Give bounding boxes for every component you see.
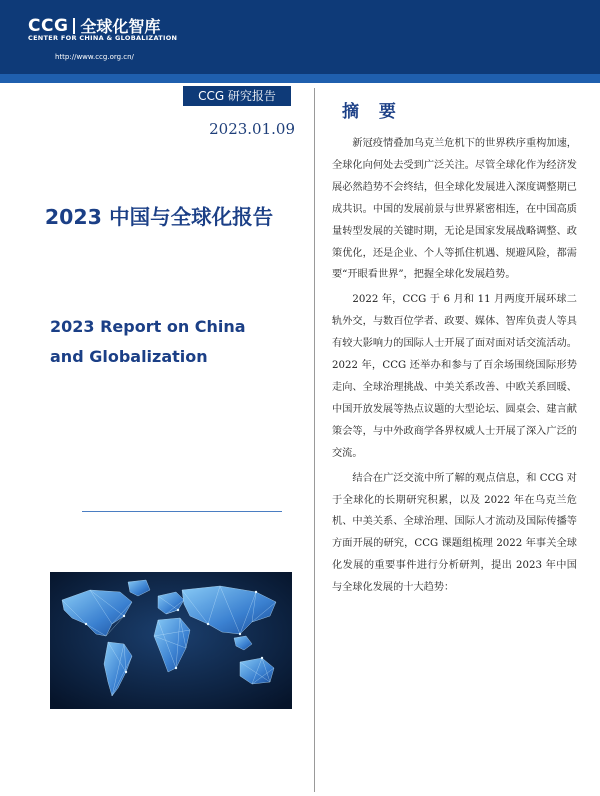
- abstract-heading: 摘 要: [342, 102, 403, 122]
- report-title-cn: 2023 中国与全球化报告: [44, 205, 274, 229]
- report-title-en: [50, 312, 310, 372]
- header-rule: [0, 74, 600, 83]
- column-divider: [314, 88, 315, 792]
- logo-en-text: CENTER FOR CHINA & GLOBALIZATION: [28, 34, 178, 42]
- report-type-tag: CCG 研究报告: [183, 86, 291, 106]
- report-date: 2023.01.09: [209, 120, 295, 138]
- logo-ccg-text: CCG: [28, 15, 69, 36]
- logo-cn-text: 全球化智库: [80, 17, 161, 36]
- world-map-network-icon: [50, 572, 292, 709]
- abstract-paragraph: 新冠疫情叠加乌克兰危机下的世界秩序重构加速，全球化向何处去受到广泛关注。尽管全球化作为经济发展必然趋势不会终结，但全球化发展进入深度调整期已成共识。中国的发展前景与世界紧密相连，在中国高质量转型发展的关键时期，无论是国家发展战略调整、政策优化，还是企业、个人等抓住机遇、规避风险，都需要“开眼看世界”，把握全球化发展趋势。: [332, 138, 577, 281]
- abstract-body: [332, 133, 577, 599]
- abstract-paragraph: 2022 年，CCG 于 6 月和 11 月两度开展环球二轨外交，与数百位学者、政要、媒体、智库负责人等具有较大影响力的国际人士开展了面对面对话交流活动。2022 年，CCG 还举办和参与了百余场围绕国际形势走向、全球治理挑战、中美关系改善、中欧关系回暖、中国开放发展等热点议题的大型论坛、圆桌会、建言献策会等，与中外政商学各界权威人士开展了深入广泛的交流。: [332, 294, 577, 459]
- title-divider: [82, 511, 282, 512]
- title-en-line2: and Globalization: [50, 347, 208, 366]
- website-url[interactable]: http://www.ccg.org.cn/: [55, 53, 134, 61]
- logo-separator: [73, 18, 75, 34]
- abstract-paragraph: 结合在广泛交流中所了解的观点信息，和 CCG 对于全球化的长期研究积累，以及 2022 年在乌克兰危机、中美关系、全球治理、国际人才流动及国际传播等方面开展的研究，CCG 课题组梳理 2022 年事关全球化发展的重要事件进行分析研判，提出 2023 年中国与全球化发展的十大趋势：: [332, 472, 577, 594]
- title-en-line1: 2023 Report on China: [50, 317, 246, 336]
- header-banner: [0, 0, 600, 74]
